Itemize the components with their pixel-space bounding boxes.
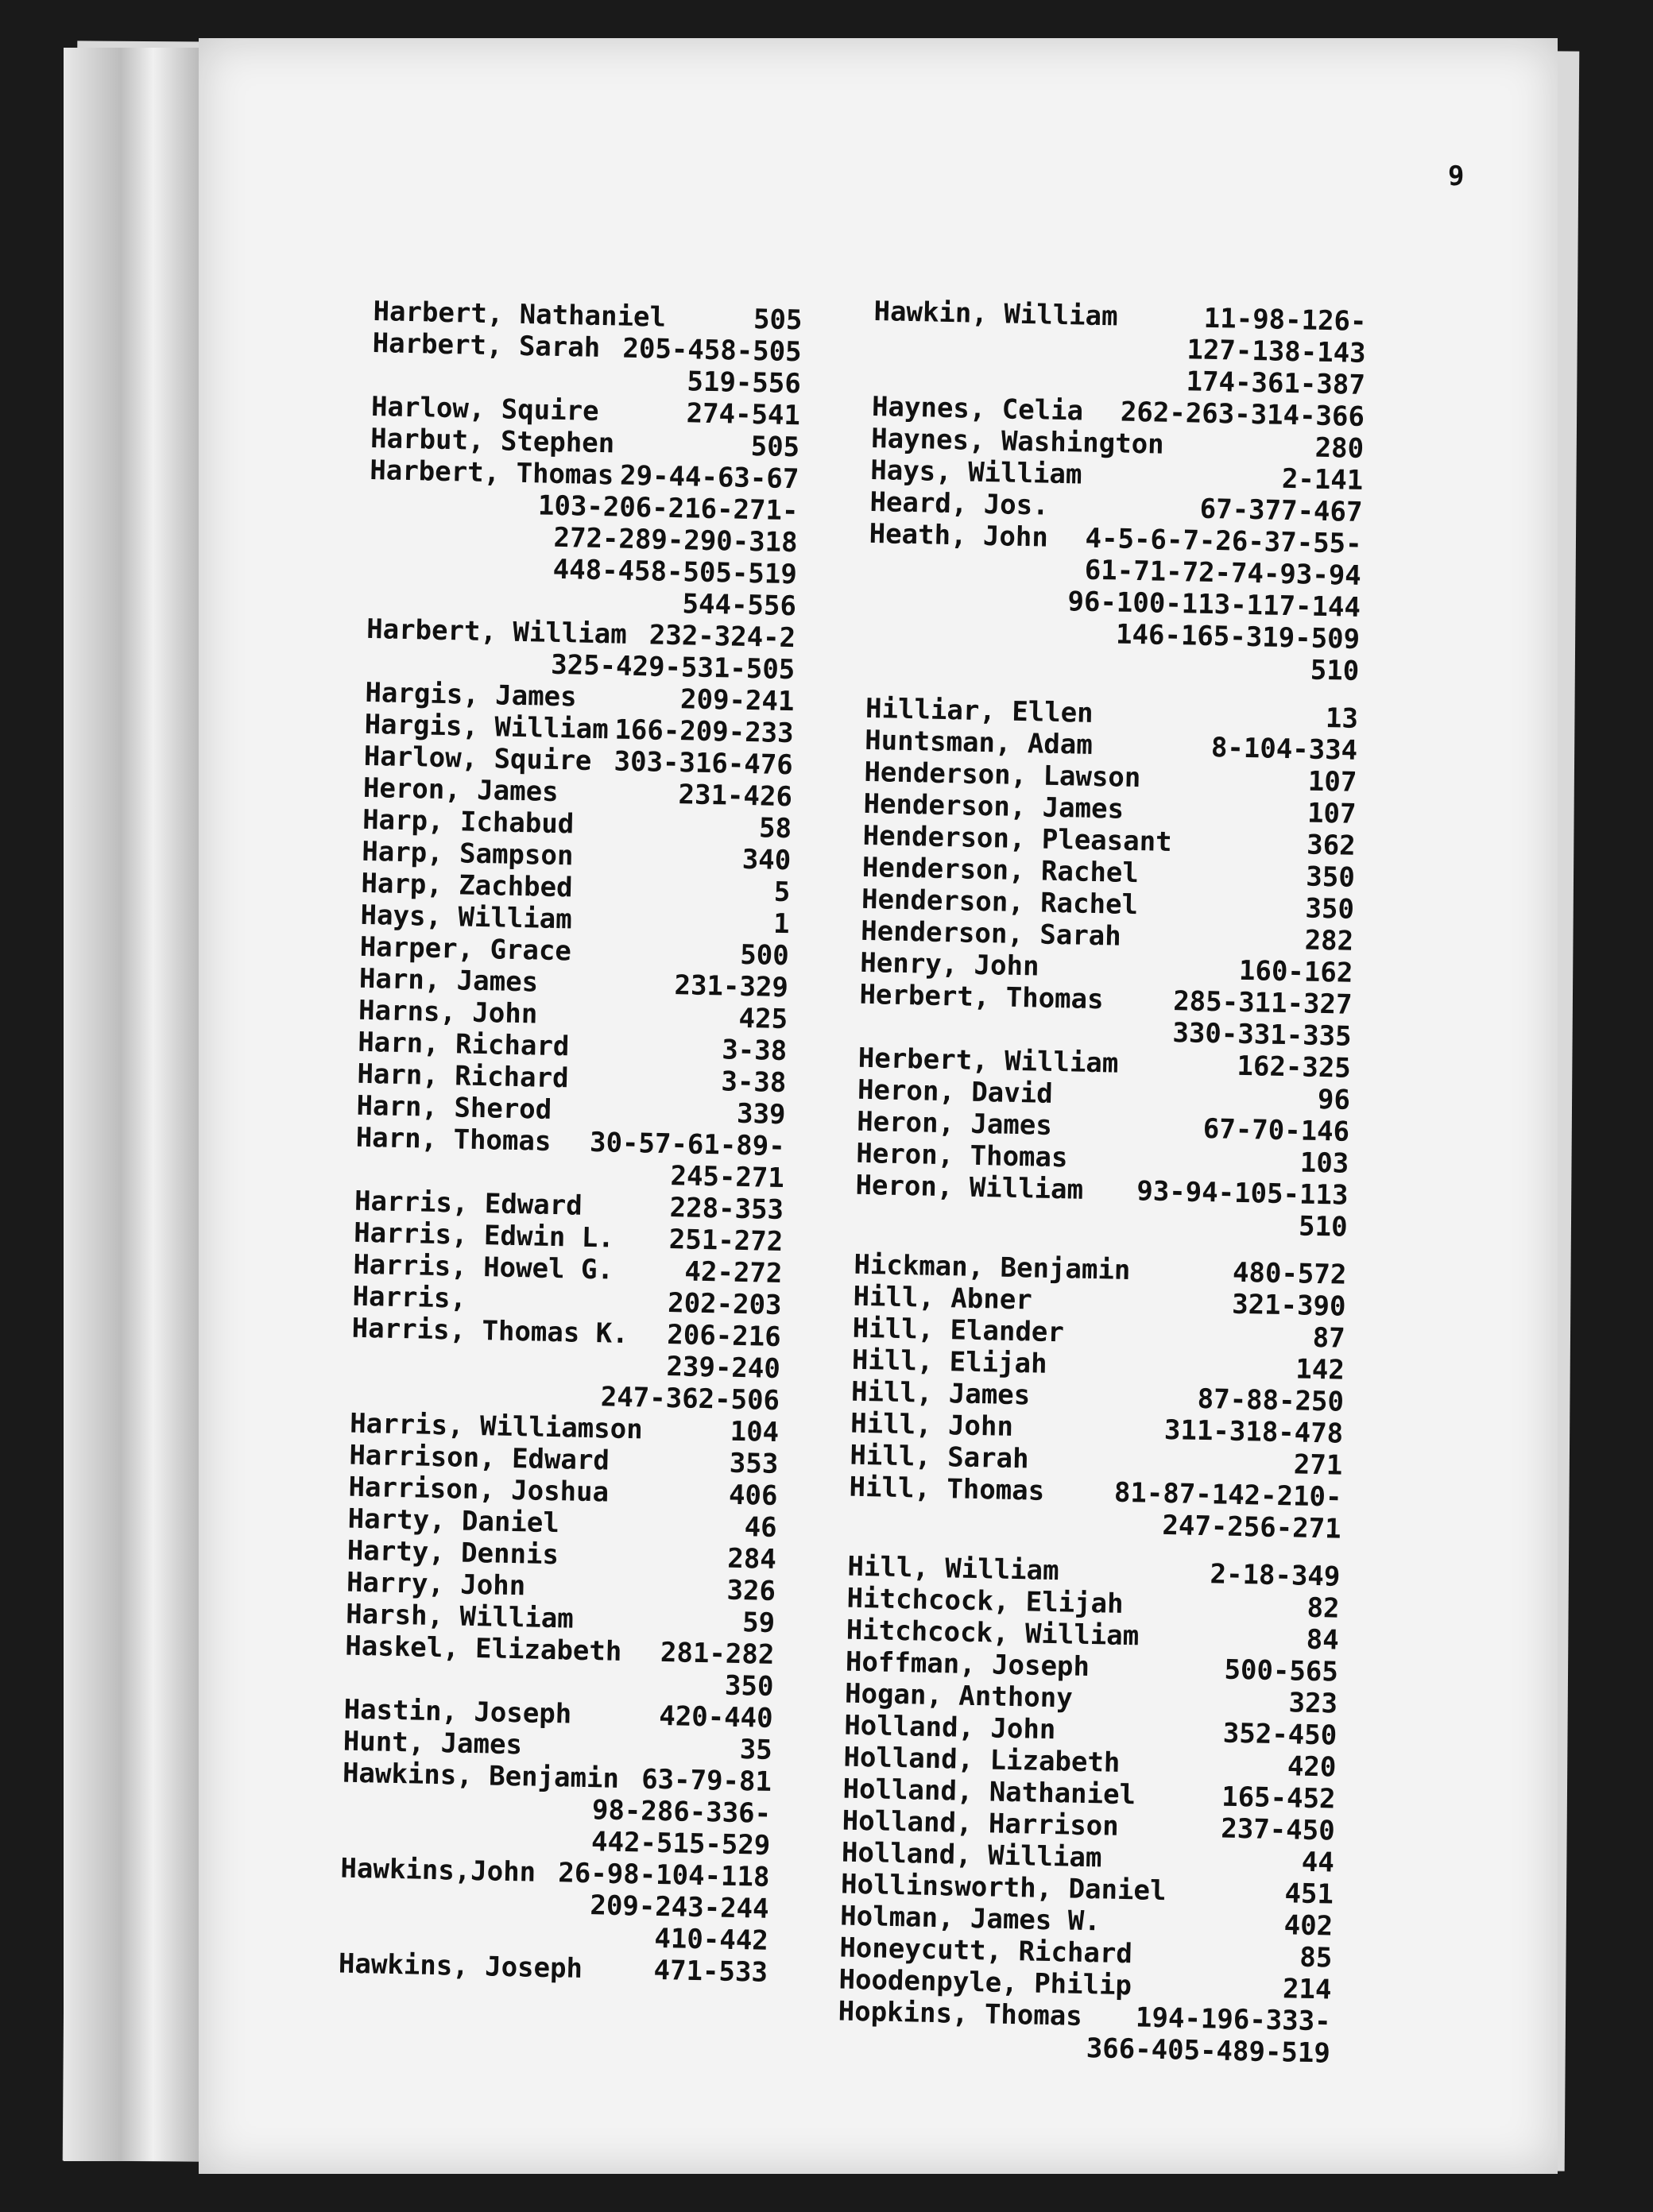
entry-name: Hill, Elander [852,1312,1065,1349]
entry-page-refs: 146-165-319-509 [1115,618,1361,655]
entry-page-refs: 44 [1301,1846,1335,1879]
entry-name: Haynes, Washington [870,422,1165,461]
entry-page-refs: 232-324-2 [648,619,796,655]
entry-name: Hill, Sarah [850,1439,1029,1475]
entry-page-refs: 237-450 [1220,1812,1336,1847]
entry-page-refs: 272-289-290-318 [553,521,799,559]
entry-page-refs: 209-243-244 [590,1889,769,1925]
entry-name: Hitchcock, William [846,1614,1140,1653]
entry-page-refs: 245-271 [670,1160,785,1195]
entry-name: Hogan, Anthony [844,1677,1074,1715]
entry-page-refs: 8-104-334 [1210,732,1358,767]
entry-page-refs: 271 [1293,1448,1343,1482]
entry-name: Harbert, Thomas [369,454,614,492]
entry-name: Harns, John [358,994,538,1031]
entry-name: Harty, Dennis [346,1534,559,1572]
entry-page-refs: 30-57-61-89- [589,1126,786,1163]
entry-page-refs: 519-556 [687,365,802,400]
index-entry [344,1630,775,1703]
entry-name: Heron, James [362,771,559,809]
entry-name: Harrison, Joshua [348,1471,610,1509]
entry-name: Harris, Howel G. [353,1248,614,1286]
entry-page-refs: 231-426 [678,779,793,814]
entry-page-refs: 284 [726,1542,777,1576]
entry-name: Hill, Abner [853,1280,1033,1317]
entry-name: Hays, William [360,899,573,936]
entry-name: Harry, John [346,1566,526,1603]
entry-page-refs: 1 [772,907,790,941]
index-entry [366,613,796,686]
entry-name: Harp, Sampson [361,835,574,872]
index-entry [367,454,799,622]
right-index-column [838,296,1367,2069]
entry-name: Heron, James [856,1105,1053,1142]
index-entry [339,1853,769,1957]
entry-name: Haskel, Elizabeth [344,1630,622,1668]
entry-page-refs: 321-390 [1231,1288,1346,1323]
entry-page-refs: 67-377-467 [1199,493,1363,528]
entry-page-refs: 85 [1299,1941,1333,1974]
entry-page-refs: 544-556 [682,588,797,623]
entry-page-refs: 93-94-105-113 [1136,1175,1349,1212]
index-entry [848,1471,1342,1545]
entry-page-refs: 362 [1306,829,1357,862]
entry-name: Hargis, James [365,676,577,713]
entry-name: Hollinsworth, Daniel [840,1868,1167,1908]
index-entry [838,1996,1332,2070]
entry-page-refs: 26-98-104-118 [557,1857,770,1893]
entry-page-refs: 96-100-113-117-144 [1067,586,1361,624]
entry-page-refs: 82 [1307,1591,1340,1625]
entry-name: Henderson, Rachel [861,883,1139,922]
entry-page-refs: 98-286-336- [591,1794,772,1830]
index-entry [355,1122,786,1194]
entry-page-refs: 280 [1314,431,1365,465]
entry-name: Hunt, James [343,1725,523,1761]
entry-page-refs: 505 [750,430,800,464]
index-entry [341,1758,772,1862]
entry-page-refs: 406 [728,1479,778,1512]
entry-name: Harbut, Stephen [370,422,615,460]
entry-name: Hastin, Joseph [343,1693,572,1731]
entry-name: Huntsman, Adam [864,724,1094,761]
entry-name: Harbert, Nathaniel [373,296,667,334]
entry-page-refs: 350 [724,1669,774,1703]
index-entry [858,979,1353,1053]
entry-page-refs: 2-141 [1281,462,1364,497]
entry-page-refs: 87 [1312,1321,1346,1355]
entry-page-refs: 340 [741,843,792,877]
entry-page-refs: 350 [1305,892,1355,926]
entry-page-refs: 160-162 [1238,954,1353,989]
entry-name: Hoodenpyle, Philip [838,1963,1132,2002]
entry-page-refs: 352-450 [1222,1717,1337,1752]
entry-name: Hawkins,John [340,1852,536,1889]
entry-page-refs: 96 [1317,1083,1351,1116]
entry-page-refs: 282 [1304,924,1354,957]
entry-page-refs: 81-87-142-210- [1113,1476,1342,1514]
entry-name: Harn, Thomas [355,1121,552,1158]
entry-page-refs: 3-38 [721,1034,788,1068]
entry-page-refs: 420 [1287,1750,1337,1784]
entry-name: Holman, James W. [839,1900,1101,1938]
entry-name: Hickman, Benjamin [854,1248,1131,1287]
entry-page-refs: 471-533 [653,1954,768,1989]
entry-page-refs: 442-515-529 [590,1826,771,1862]
entry-page-refs: 5 [773,876,791,909]
entry-page-refs: 231-329 [674,969,789,1004]
entry-name: Holland, Nathaniel [842,1773,1136,1812]
entry-page-refs: 448-458-505-519 [552,553,798,591]
entry-name: Heard, Jos. [869,485,1050,522]
entry-name: Harris, Thomas K. [351,1312,629,1350]
entry-name: Hill, John [850,1407,1014,1443]
entry-page-refs: 350 [1305,860,1356,894]
entry-name: Harbert, Sarah [372,327,601,364]
entry-name: Heron, Thomas [855,1137,1068,1174]
entry-name: Holland, John [843,1709,1056,1746]
entry-page-refs: 339 [736,1097,786,1131]
entry-name: Henderson, Sarah [860,915,1122,953]
entry-page-refs: 174-361-387 [1186,365,1366,401]
entry-page-refs: 107 [1307,797,1357,830]
entry-page-refs: 29-44-63-67 [619,459,799,496]
entry-page-refs: 162-325 [1237,1050,1352,1085]
entry-name: Henderson, Lawson [864,756,1141,795]
entry-page-refs: 142 [1295,1353,1345,1386]
entry-name: Harn, James [358,962,539,999]
entry-page-refs: 505 [753,304,803,337]
entry-name: Heron, David [857,1073,1054,1110]
entry-name: Holland, William [841,1836,1102,1874]
entry-page-refs: 510 [1298,1210,1348,1243]
entry-name: Harris, Edward [354,1185,583,1222]
entry-page-refs: 13 [1325,702,1359,735]
entry-page-refs: 107 [1307,765,1357,799]
entry-page-refs: 500-565 [1224,1653,1339,1688]
entry-name: Harn, Richard [357,1058,569,1095]
entry-page-refs: 165-452 [1221,1781,1336,1816]
entry-page-refs: 209-241 [679,683,795,718]
entry-name: Holland, Lizabeth [843,1741,1121,1779]
entry-page-refs: 59 [741,1607,776,1639]
entry-name: Hill, Thomas [849,1471,1045,1507]
entry-name: Hitchcock, Elijah [846,1582,1124,1620]
entry-page-refs: 285-311-327 [1172,985,1353,1021]
entry-name: Hawkin, William [873,296,1118,333]
entry-name: Hill, James [850,1375,1031,1412]
entry-name: Harris, [352,1280,467,1315]
entry-page-refs: 87-88-250 [1197,1382,1345,1418]
entry-name: Honeycutt, Richard [839,1932,1133,1970]
entry-page-refs: 281-282 [660,1636,775,1671]
entry-page-refs: 84 [1306,1623,1340,1657]
entry-name: Harris, Edwin L. [353,1216,615,1255]
entry-name: Henry, John [859,946,1039,983]
entry-page-refs: 4-5-6-7-26-37-55- [1085,522,1363,560]
entry-name: Haynes, Celia [871,390,1084,427]
entry-name: Harlow, Squire [370,390,600,427]
entry-page-refs: 366-405-489-519 [1086,2032,1331,2070]
entry-page-refs: 262-263-314-366 [1120,396,1365,433]
entry-name: Herbert, William [857,1042,1119,1080]
entry-page-refs: 2-18-349 [1210,1558,1341,1593]
entry-page-refs: 303-316-476 [614,745,794,782]
entry-page-refs: 325-429-531-505 [550,648,796,686]
entry-page-refs: 214 [1282,1973,1332,2006]
entry-name: Harn, Sherod [356,1089,552,1126]
entry-name: Harbert, William [366,613,628,651]
entry-name: Henderson, Rachel [861,851,1140,890]
left-index-column [339,296,803,1989]
entry-page-refs: 353 [729,1447,779,1480]
entry-page-refs: 58 [758,812,792,845]
index-entry [872,296,1366,401]
entry-name: Harrison, Edward [349,1439,610,1477]
entry-page-refs: 127-138-143 [1187,334,1367,369]
entry-page-refs: 323 [1288,1687,1338,1720]
entry-page-refs: 311-318-478 [1163,1413,1344,1450]
entry-name: Hilliar, Ellen [865,692,1094,729]
entry-page-refs: 228-353 [669,1192,784,1227]
entry-page-refs: 247-362-506 [600,1381,780,1417]
entry-page-refs: 420-440 [658,1700,774,1734]
entry-page-refs: 61-71-72-74-93-94 [1084,554,1362,592]
entry-page-refs: 451 [1284,1877,1334,1911]
entry-name: Holland, Harrison [842,1804,1120,1843]
entry-name: Harty, Daniel [347,1502,560,1540]
index-entry [866,518,1362,687]
entry-page-refs: 480-572 [1232,1256,1347,1291]
entry-name: Hill, William [847,1550,1059,1587]
entry-page-refs: 247-256-271 [1162,1509,1342,1545]
entry-name: Henderson, James [863,787,1125,826]
entry-name: Hopkins, Thomas [838,1995,1083,2032]
entry-page-refs: 46 [744,1511,778,1544]
entry-page-refs: 103 [1299,1147,1349,1180]
entry-name: Harp, Ichabud [362,803,575,841]
entry-page-refs: 500 [739,938,790,973]
entry-name: Heron, William [855,1169,1084,1206]
entry-page-refs: 194-196-333- [1135,2001,1332,2038]
entry-name: Hays, William [869,454,1082,491]
entry-page-refs: 67-70-146 [1202,1112,1350,1148]
entry-name: Hawkins, Joseph [338,1947,583,1985]
entry-page-refs: 103-206-216-271- [537,489,799,528]
entry-name: Harper, Grace [359,930,572,968]
entry-page-refs: 410-442 [654,1922,769,1957]
entry-page-refs: 239-240 [666,1351,781,1386]
entry-page-refs: 251-272 [668,1224,784,1259]
entry-page-refs: 425 [738,1002,788,1036]
entry-name: Harn, Richard [357,1026,570,1063]
entry-page-refs: 63-79-81 [641,1763,772,1798]
entry-page-refs: 3-38 [721,1065,787,1100]
entry-name: Hill, Elijah [851,1344,1047,1380]
entry-page-refs: 274-541 [686,397,801,432]
entry-page-refs: 11-98-126- [1203,302,1367,338]
entry-name: Hoffman, Joseph [845,1645,1090,1684]
index-entry [350,1313,781,1417]
entry-page-refs: 510 [1310,654,1360,687]
entry-page-refs: 42-272 [684,1255,783,1290]
entry-name: Hargis, William [364,708,610,746]
entry-page-refs: 326 [726,1574,776,1607]
entry-page-refs: 206-216 [666,1319,782,1354]
entry-page-refs: 402 [1283,1909,1334,1943]
entry-page-refs: 330-331-335 [1172,1017,1353,1053]
entry-name: Harsh, William [345,1598,575,1635]
entry-page-refs: 202-203 [667,1287,782,1322]
entry-name: Herbert, Thomas [859,978,1104,1016]
entry-page-refs: 166-209-233 [614,713,794,750]
entry-page-refs: 104 [730,1415,780,1448]
page-number: 9 [1448,160,1465,192]
entry-name: Harris, Williamson [349,1407,644,1446]
entry-name: Harlow, Squire [363,740,592,777]
index-entry [371,327,802,400]
entry-name: Heath, John [869,517,1049,554]
entry-name: Henderson, Pleasant [862,819,1173,858]
entry-page-refs: 35 [739,1734,773,1766]
entry-name: Hawkins, Benjamin [342,1757,620,1795]
entry-name: Harp, Zachbed [361,867,573,904]
index-entry [854,1170,1349,1243]
entry-page-refs: 205-458-505 [622,332,803,369]
